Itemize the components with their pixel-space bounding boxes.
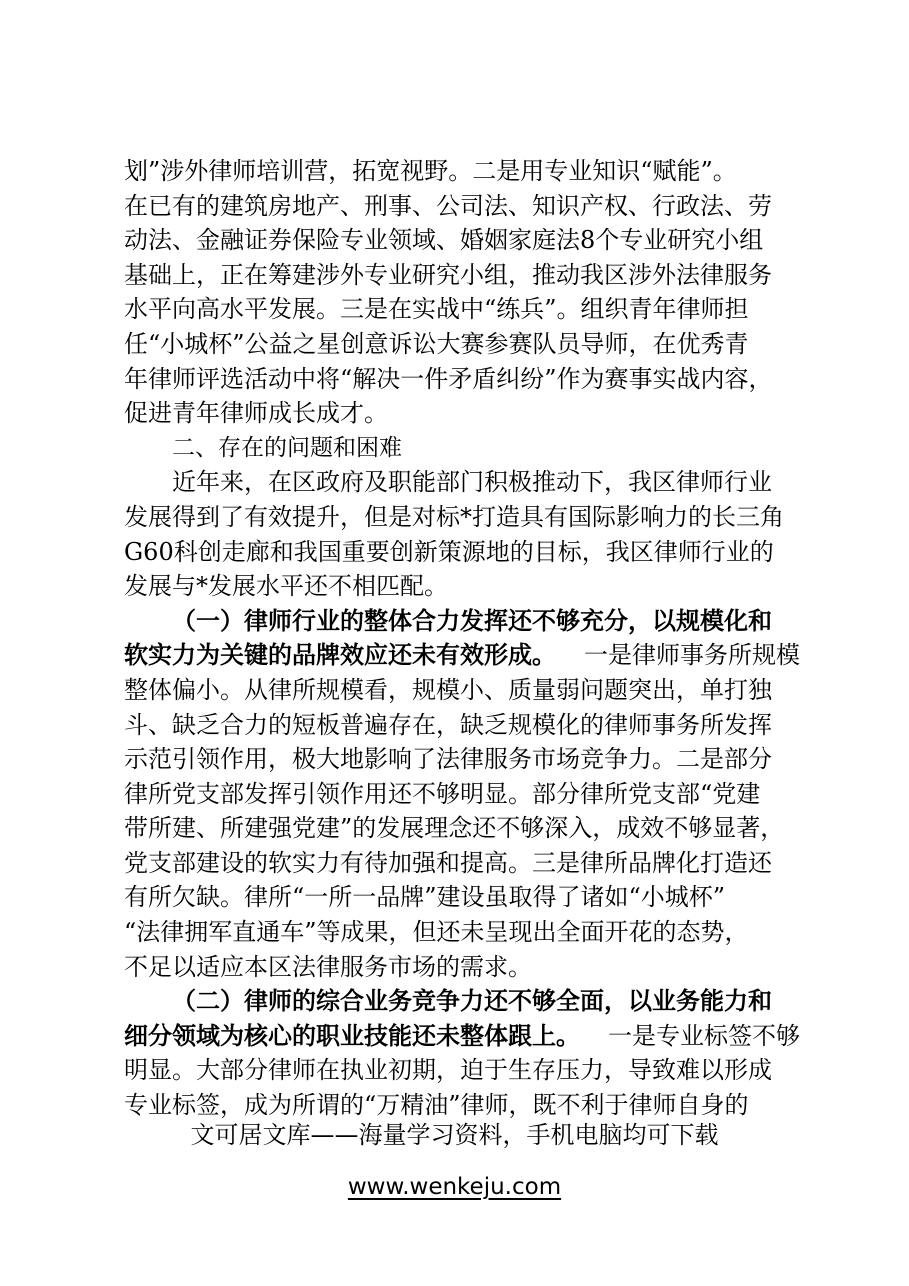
text-line [124,638,800,673]
text-line: 近年来，在区政府及职能部门积极推动下，我区律师行业 [172,468,772,497]
text-line: 动法、金融证券保险专业领域、婚姻家庭法8个专业研究小组 [124,226,764,255]
text-line: 斗、缺乏合力的短板普遍存在，缺乏规模化的律师事务所发挥 [124,710,772,739]
text-line: 明显。大部分律师在执业初期，迫于生存压力，导致难以形成 [124,1056,772,1085]
text-line: 整体偏小。从律所规模看，规模小、质量弱问题突出，单打独 [124,675,772,704]
text-line: G60科创走廊和我国重要创新策源地的目标，我区律师行业的 [124,537,774,566]
text-line: （二）律师的综合业务竞争力还不够全面，以业务能力和 [172,986,772,1016]
text-line: （一）律师行业的整体合力发挥还不够充分，以规模化和 [172,605,772,635]
bold-text: 细分领域为核心的职业技能还未整体跟上。 [124,1020,580,1050]
footer-title: 文可居文库——海量学习资料，手机电脑均可下载 [190,1121,719,1149]
text-line: 水平向高水平发展。三是在实战中“练兵”。组织青年律师担 [124,295,749,324]
text: 一是律师事务所规模 [584,641,800,670]
text-line: 发展与*发展水平还不相匹配。 [124,572,448,601]
text-line: 在已有的建筑房地产、刑事、公司法、知识产权、行政法、劳 [124,191,772,220]
text-line: 党支部建设的软实力有待加强和提高。三是律所品牌化打造还 [124,848,772,877]
section-heading: 二、存在的问题和困难 [172,434,402,461]
text-line: 带所建、所建强党建”的发展理念还不够深入，成效不够显著， [124,814,785,843]
text-line: 年律师评选活动中将“解决一件矛盾纠纷”作为赛事实战内容， [124,364,773,393]
text: 一是专业标签不够 [608,1021,800,1050]
text-line [124,1019,800,1054]
text-line: 不足以适应本区法律服务市场的需求。 [124,952,532,981]
bold-text: 软实力为关键的品牌效应还未有效形成。 [124,640,556,670]
text-line: “法律拥军直通车”等成果，但还未呈现出全面开花的态势， [124,918,749,947]
document-body [124,154,800,1123]
text-line: 促进青年律师成长成才。 [124,399,388,428]
text-line: 有所欠缺。律所“一所一品牌”建设虽取得了诸如“小城杯” [124,883,726,912]
text-line: 律所党支部发挥引领作用还不够明显。部分律所党支部“党建 [124,779,761,808]
text-line: 划”涉外律师培训营，拓宽视野。二是用专业知识“赋能”。 [124,157,737,185]
text-line: 发展得到了有效提升，但是对标*打造具有国际影响力的长三角 [124,502,784,531]
text-line: 示范引领作用，极大地影响了法律服务市场竞争力。二是部分 [124,745,772,774]
text-line: 专业标签，成为所谓的“万精油”律师，既不利于律师自身的 [124,1091,749,1120]
footer-link[interactable]: www.wenkeju.com [347,1174,562,1200]
text-line: 基础上，正在筹建涉外专业研究小组，推动我区涉外法律服务 [124,260,772,289]
text-line: 任“小城杯”公益之星创意诉讼大赛参赛队员导师，在优秀青 [124,329,749,358]
